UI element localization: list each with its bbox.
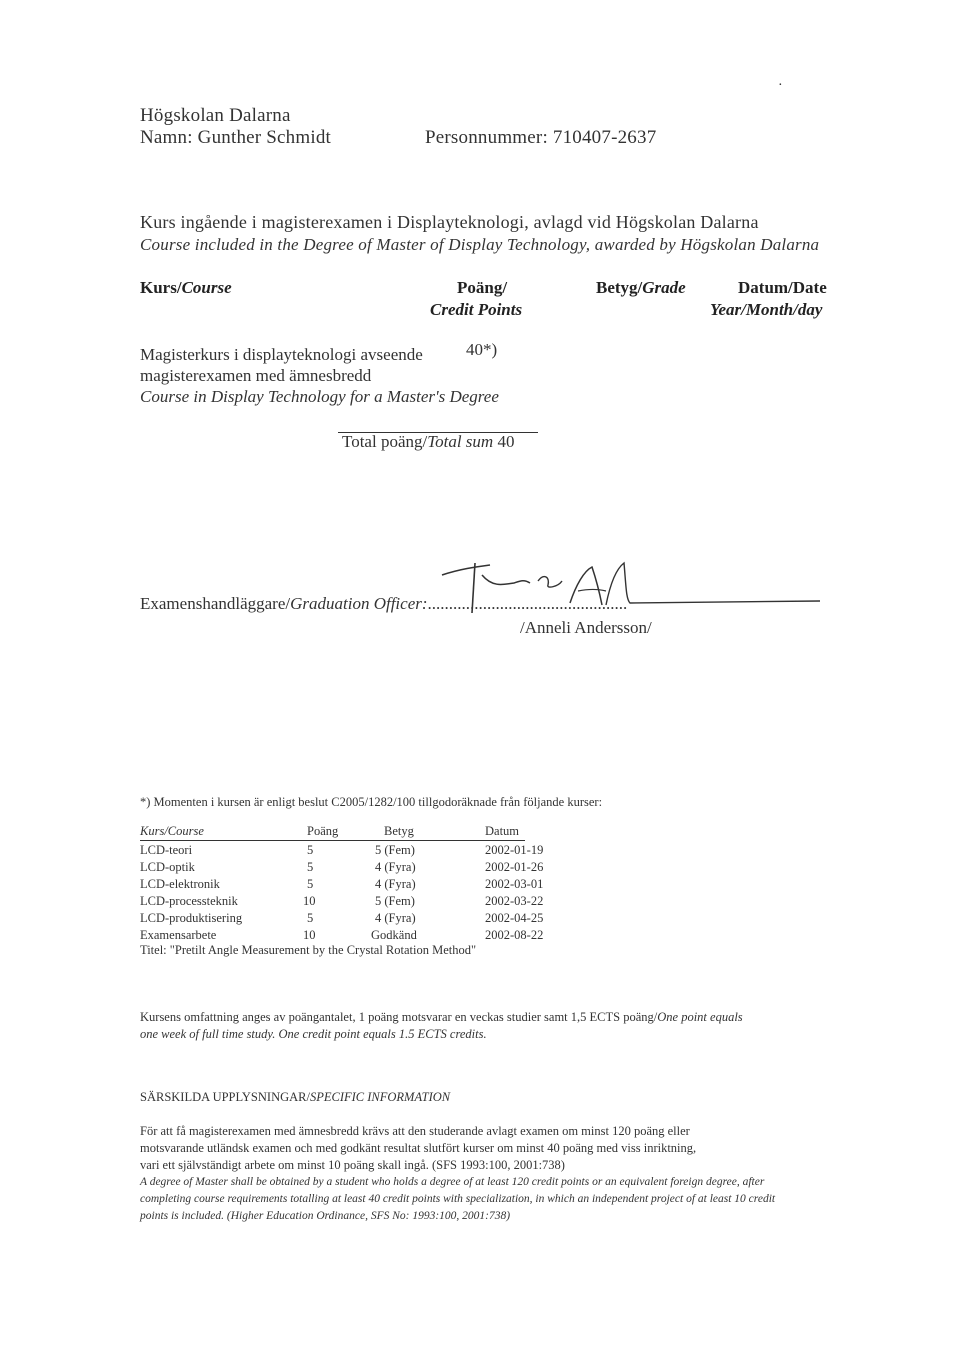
table-cell-course: LCD-processteknik: [140, 894, 238, 908]
thesis-title: Titel: "Pretilt Angle Measurement by the Crystal Rotation Method": [140, 943, 477, 957]
institution-name: Högskolan Dalarna: [140, 105, 291, 126]
officer-dots: ...............................................: [427, 594, 628, 613]
table-row: [140, 877, 570, 895]
intro-english: Course included in the Degree of Master of Display Technology, awarded by Högskolan Dalarna: [140, 235, 820, 254]
total-row: [342, 432, 514, 452]
table-cell-grade: 5 (Fem): [375, 894, 415, 908]
grade-label-en: Grade: [642, 278, 686, 297]
points-label-en: Credit Points: [430, 300, 523, 319]
grade-label-sv: Betyg/: [596, 278, 643, 297]
table-cell-date: 2002-03-01: [485, 877, 544, 891]
table-cell-grade: Godkänd: [371, 928, 417, 942]
table-row: [140, 911, 570, 929]
table-cell-course: LCD-teori: [140, 843, 193, 857]
student-name: Namn: Gunther Schmidt: [140, 127, 332, 148]
table-cell-grade: 5 (Fem): [375, 843, 415, 857]
table-cell-course: LCD-produktisering: [140, 911, 243, 925]
special-sv-line-1: För att få magisterexamen med ämnesbredd krävs att den studerande avlagt examen om minst 120 poäng eller: [140, 1124, 690, 1138]
table-cell-course: LCD-elektronik: [140, 877, 220, 891]
table-row: [140, 860, 570, 878]
table-cell-points: 10: [303, 894, 316, 908]
special-heading-sv: SÄRSKILDA UPPLYSNINGAR/: [140, 1090, 310, 1104]
table-header-date: Datum: [485, 824, 520, 838]
table-header-grade: Betyg: [384, 824, 414, 838]
points-label-sv: Poäng/: [457, 278, 508, 297]
column-header-grade: [596, 278, 686, 298]
scope-line-2: one week of full time study. One credit point equals 1.5 ECTS credits.: [140, 1027, 487, 1041]
table-cell-date: 2002-03-22: [485, 894, 544, 908]
scope-text-en: One point equals: [657, 1010, 743, 1024]
special-sv-line-2: motsvarande utländsk examen och med godkänt resultat slutfört kurser om minst 40 poäng med viss inriktning,: [140, 1141, 697, 1155]
course-line-1: Magisterkurs i displayteknologi avseende: [140, 345, 423, 364]
column-header-course: [140, 278, 232, 298]
table-cell-date: 2002-04-25: [485, 911, 544, 925]
special-en-line-2: completing course requirements totalling at least 40 credit points with specialization, in which an independent project of at least 10 credit: [140, 1193, 776, 1205]
table-cell-points: 5: [307, 860, 314, 874]
table-cell-course: LCD-optik: [140, 860, 195, 874]
officer-label-sv: Examenshandläggare/: [140, 594, 291, 613]
course-line-3: Course in Display Technology for a Master's Degree: [140, 387, 499, 406]
course-points: 40*): [466, 340, 498, 359]
date-label-sv: Datum/Date: [738, 278, 827, 297]
table-header-points: Poäng: [307, 824, 339, 838]
intro-swedish: Kurs ingående i magisterexamen i Displayteknologi, avlagd vid Högskolan Dalarna: [140, 212, 759, 232]
table-cell-grade: 4 (Fyra): [375, 877, 416, 891]
special-heading: [140, 1090, 450, 1105]
date-label-en: Year/Month/day: [710, 300, 823, 319]
table-cell-points: 5: [307, 843, 314, 857]
officer-label-en: Graduation Officer:: [290, 594, 428, 613]
signature-image: [420, 555, 830, 615]
total-label-sv: Total poäng/: [342, 432, 428, 451]
table-header-course: Kurs/Course: [140, 824, 204, 838]
table-cell-grade: 4 (Fyra): [375, 911, 416, 925]
scope-line-1: [140, 1010, 743, 1025]
special-heading-en: SPECIFIC INFORMATION: [309, 1090, 451, 1104]
corner-mark: ·: [778, 78, 783, 93]
table-row: [140, 894, 570, 912]
table-cell-points: 5: [307, 911, 314, 925]
course-label-sv: Kurs/: [140, 278, 182, 297]
special-en-line-1: A degree of Master shall be obtained by a student who holds a degree of at least 120 credit points or an equivalent foreign degree, after: [140, 1176, 765, 1188]
table-cell-grade: 4 (Fyra): [375, 860, 416, 874]
table-cell-points: 5: [307, 877, 314, 891]
course-label-en: Course: [181, 278, 232, 297]
course-line-2: magisterexamen med ämnesbredd: [140, 366, 372, 385]
footnote: *) Momenten i kursen är enligt beslut C2005/1282/100 tillgodoräknade från följande kurser:: [140, 795, 603, 809]
table-cell-points: 10: [303, 928, 316, 942]
table-cell-course: Examensarbete: [140, 928, 217, 942]
officer-name: /Anneli Andersson/: [520, 618, 652, 637]
table-header-rule: [140, 840, 525, 841]
table-cell-date: 2002-01-19: [485, 843, 544, 857]
table-cell-date: 2002-08-22: [485, 928, 544, 942]
special-en-line-3: points is included. (Higher Education Ordinance, SFS No: 1993:100, 2001:738): [140, 1210, 511, 1222]
scope-text-sv: Kursens omfattning anges av poängantalet, 1 poäng motsvarar en veckas studier samt 1,5 ECTS poäng/: [140, 1010, 658, 1024]
total-label-en: Total sum: [427, 432, 494, 451]
table-row: [140, 843, 570, 861]
total-value: 40: [497, 432, 515, 451]
special-sv-line-3: vari ett självständigt arbete om minst 10 poäng skall ingå. (SFS 1993:100, 2001:738): [140, 1158, 565, 1172]
personnummer: Personnummer: 710407-2637: [425, 127, 657, 148]
table-cell-date: 2002-01-26: [485, 860, 544, 874]
